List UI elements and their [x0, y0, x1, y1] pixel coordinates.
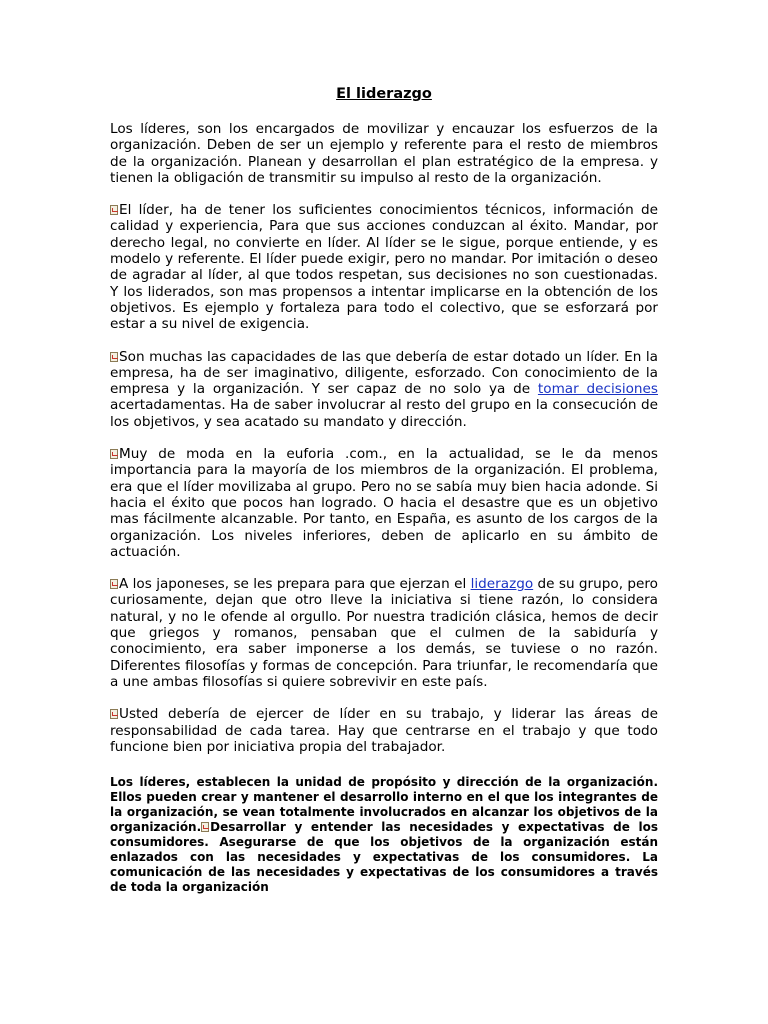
paragraph-3-text-after: acertadamentas. Ha de saber involucrar al resto del grupo en la consecución de los objetivos, y sea acatado su mandato y dirección.	[110, 397, 658, 430]
paragraph-7	[110, 775, 658, 895]
paragraph-2	[110, 202, 658, 332]
broken-image-icon	[110, 352, 118, 362]
paragraph-4	[110, 446, 658, 560]
broken-image-icon	[110, 449, 118, 459]
broken-image-icon	[110, 709, 118, 719]
paragraph-3	[110, 349, 658, 430]
document-body	[110, 121, 658, 911]
paragraph-6-text: Usted debería de ejercer de líder en su trabajo, y liderar las áreas de responsabilidad de cada tarea. Hay que centrarse en el trabajo y que todo funcione bien por iniciativa propia del trabajador.	[110, 706, 658, 755]
paragraph-7-text-after: Desarrollar y entender las necesidades y expectativas de los consumidores. Asegurarse de que los objetivos de la organización están enlazados con las necesidades y expectativas de los consumidores. La comunicación de las necesidades y expectativas de los consumidores a través de toda la organización	[110, 820, 658, 895]
paragraph-3-text-before: Son muchas las capacidades de las que debería de estar dotado un líder. En la empresa, ha de ser imaginativo, diligente, esforzado. Con conocimiento de la empresa y la organización. Y ser capaz de no solo ya de	[110, 348, 658, 398]
broken-image-icon	[201, 822, 209, 832]
paragraph-2-text: El líder, ha de tener los suficientes conocimientos técnicos, información de calidad y experiencia, Para que sus acciones conduzcan al éxito. Mandar, por derecho legal, no convierte en líder. Al líder se le sigue, porque entiende, y es modelo y referente. El líder puede exigir, pero no mandar. Por imitación o deseo de agradar al líder, al que todos respetan, sus decisiones no son cuestionadas. Y los liderados, son mas propensos a intentar implicarse en la obtención de los objetivos. Es ejemplo y fortaleza para todo el colectivo, que se esforzará por estar a su nivel de exigencia.	[110, 202, 658, 333]
paragraph-1: Los líderes, son los encargados de movilizar y encauzar los esfuerzos de la organización. Deben de ser un ejemplo y referente para el resto de miembros de la organización. Planean y desarrollan el plan estratégico de la empresa. y tienen la obligación de transmitir su impulso al resto de la organización.	[110, 121, 658, 186]
page-title: El liderazgo	[336, 86, 432, 102]
tomar-decisiones-link[interactable]: tomar decisiones	[537, 381, 658, 398]
liderazgo-link[interactable]: liderazgo	[470, 576, 534, 593]
broken-image-icon	[110, 205, 118, 215]
paragraph-5-text-after: de su grupo, pero curiosamente, dejan que otro lleve la iniciativa si tiene razón, lo considera natural, y no le ofende al orgullo. Por nuestra tradición clásica, hemos de decir que griegos y romanos, pensaban que el culmen de la sabiduría y conocimiento, era saber imponerse a los demás, se tuviese o no razón. Diferentes filosofías y formas de concepción. Para triunfar, le recomendaría que a une ambas filosofías si quiere sobrevivir en este país.	[110, 576, 658, 690]
broken-image-icon	[110, 579, 118, 589]
paragraph-4-text: Muy de moda en la euforia .com., en la actualidad, se le da menos importancia para la mayoría de los miembros de la organización. El problema, era que el líder movilizaba al grupo. Pero no se sabía muy bien hacia adonde. Si hacia el éxito que pocos han logrado. O hacia el desastre que es un objetivo mas fácilmente alcanzable. Por tanto, en España, es asunto de los cargos de la organización. Los niveles inferiores, deben de aplicarlo en su ámbito de actuación.	[110, 446, 658, 560]
paragraph-5-text-before: A los japoneses, se les prepara para que ejerzan el	[119, 576, 471, 593]
paragraph-6	[110, 706, 658, 755]
paragraph-7-text-before: Los líderes, establecen la unidad de propósito y dirección de la organización. Ellos pueden crear y mantener el desarrollo interno en el que los integrantes de la organización, se vean totalmente involucrados en alcanzar los objetivos de la organización.	[110, 775, 658, 835]
paragraph-5	[110, 576, 658, 690]
